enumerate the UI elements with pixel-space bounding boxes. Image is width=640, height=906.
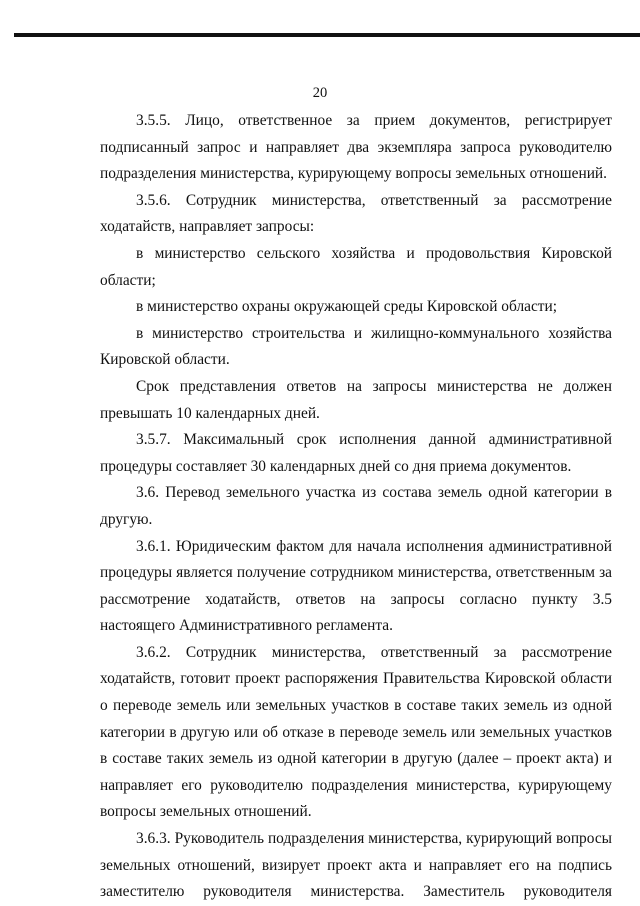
paragraph-3-5-5: 3.5.5. Лицо, ответственное за прием документов, регистрирует подписанный запрос и направляет два экземпляра запроса руководителю подразделения министерства, курирующему вопросы земельных отношений. xyxy=(100,112,612,183)
document-body xyxy=(100,108,612,906)
paragraph-3-5-6: 3.5.6. Сотрудник министерства, ответственный за рассмотрение ходатайств, направляет запросы: xyxy=(100,191,612,236)
paragraph-request-construction: в министерство строительства и жилищно-коммунального хозяйства Кировской области. xyxy=(100,324,612,369)
paragraph-3-6-1: 3.6.1. Юридическим фактом для начала исполнения административной процедуры является получение сотрудником министерства, ответственным за рассмотрение ходатайств, ответов на запросы согласно пункту 3.5 настоящего Административного регламента. xyxy=(100,537,612,635)
paragraph-3-6-2: 3.6.2. Сотрудник министерства, ответственный за рассмотрение ходатайств, готовит проект распоряжения Правительства Кировской области о переводе земель или земельных участков в составе таких земель из одной категории в другую или об отказе в переводе земель или земельных участков в составе таких земель из одной категории в другую (далее – проект акта) и направляет его руководителю подразделения министерства, курирующему вопросы земельных отношений. xyxy=(100,643,612,821)
paragraph-request-environment: в министерство охраны окружающей среды Кировской области; xyxy=(136,298,558,316)
header-rule xyxy=(14,33,640,37)
page-number: 20 xyxy=(312,85,328,101)
paragraph-response-term: Срок представления ответов на запросы министерства не должен превышать 10 календарных дней. xyxy=(100,377,612,422)
paragraph-3-6: 3.6. Перевод земельного участка из состава земель одной категории в другую. xyxy=(100,484,612,528)
paragraph-request-agriculture: в министерство сельского хозяйства и продовольствия Кировской области; xyxy=(100,244,612,289)
paragraph-3-6-3: 3.6.3. Руководитель подразделения министерства, курирующий вопросы земельных отношений, визирует проект акта и направляет его на подпись заместителю руководителя министерства. Заместитель руководителя xyxy=(100,830,612,901)
paragraph-3-5-7: 3.5.7. Максимальный срок исполнения данной административной процедуры составляет 30 календарных дней со дня приема документов. xyxy=(100,431,612,475)
